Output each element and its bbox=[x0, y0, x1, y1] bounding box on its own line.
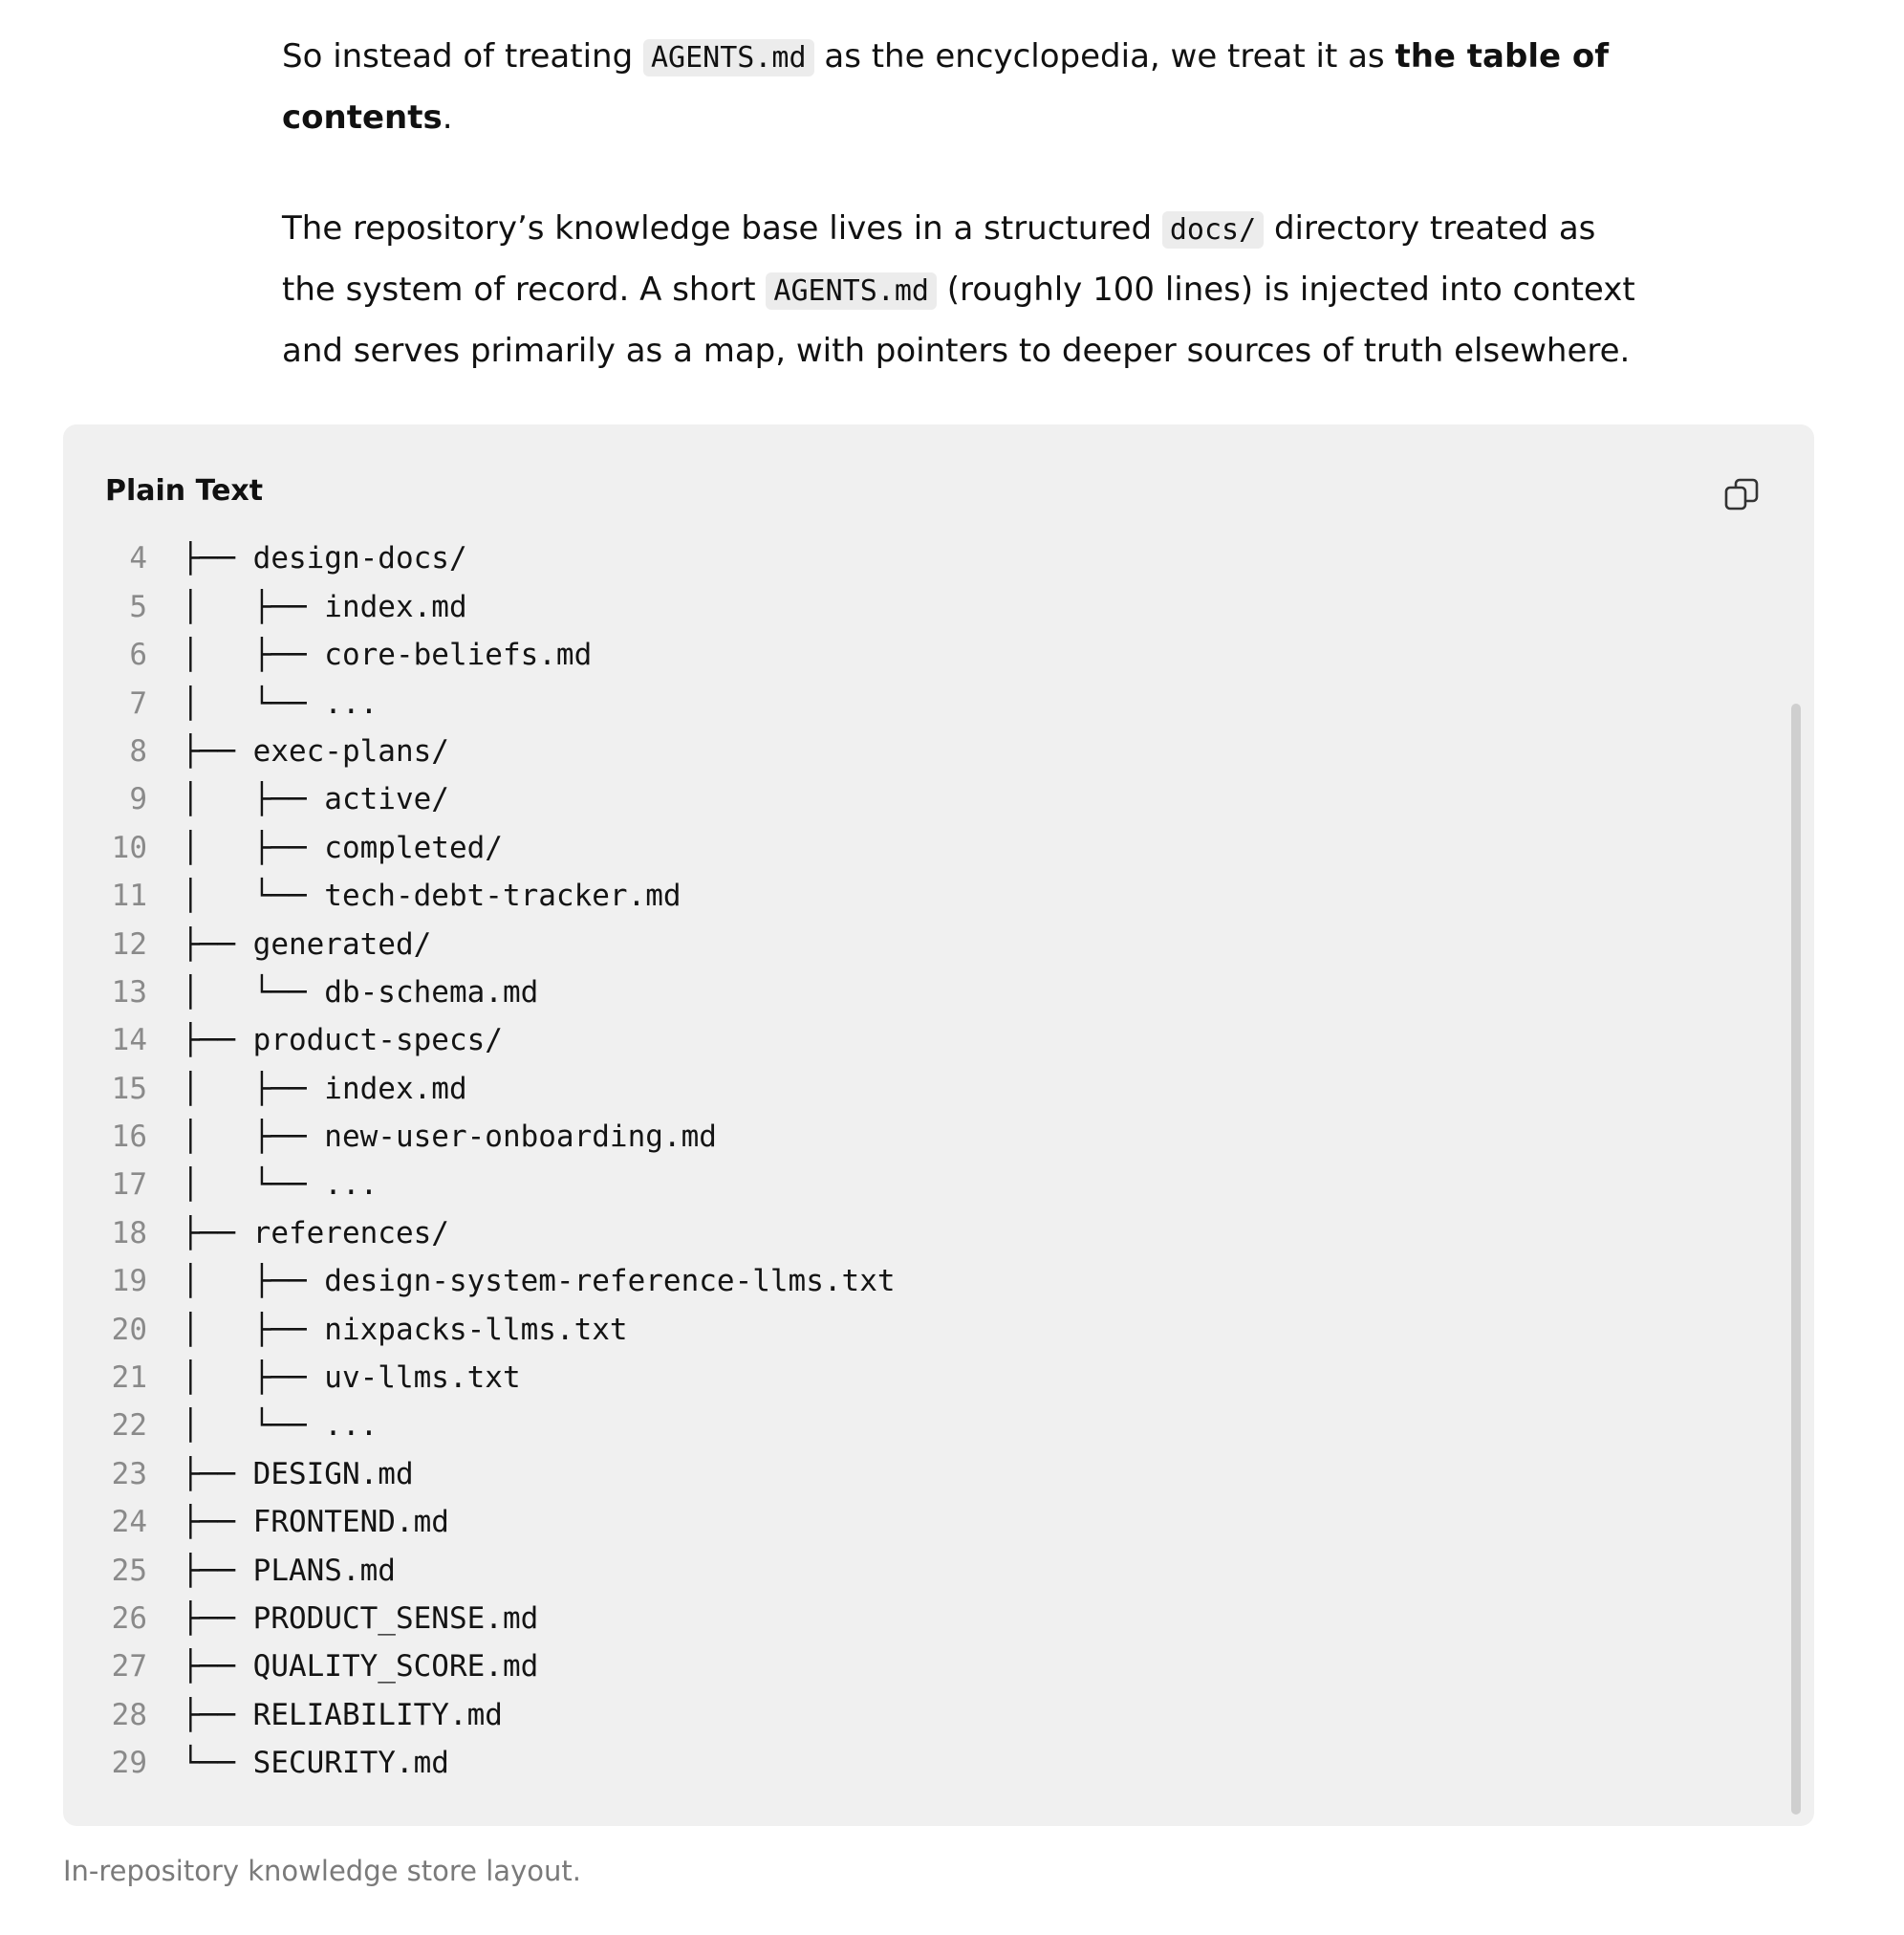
line-number: 23 bbox=[111, 1456, 147, 1491]
line-number: 27 bbox=[111, 1649, 147, 1685]
code-line bbox=[63, 631, 896, 679]
figure-caption: In-repository knowledge store layout. bbox=[63, 1855, 581, 1887]
line-number: 10 bbox=[111, 830, 147, 865]
paragraph-text: The repository’s knowledge base lives in a structured bbox=[282, 209, 1162, 248]
line-number: 24 bbox=[111, 1505, 147, 1540]
line-number: 13 bbox=[111, 974, 147, 1010]
line-number: 11 bbox=[111, 879, 147, 914]
line-text: ├── PLANS.md bbox=[182, 1553, 396, 1588]
line-text: │ ├── completed/ bbox=[182, 830, 503, 865]
line-text: │ ├── uv-llms.txt bbox=[182, 1360, 521, 1396]
code-line bbox=[63, 824, 896, 872]
line-number: 17 bbox=[111, 1167, 147, 1203]
bold-phrase: the table of contents bbox=[282, 37, 1610, 137]
code-line bbox=[63, 728, 896, 775]
code-line bbox=[63, 1739, 896, 1787]
code-line bbox=[63, 583, 896, 631]
line-text: │ ├── index.md bbox=[182, 589, 467, 624]
line-text: ├── RELIABILITY.md bbox=[182, 1697, 503, 1732]
line-text: ├── product-specs/ bbox=[182, 1023, 503, 1058]
line-number: 20 bbox=[111, 1312, 147, 1347]
line-number: 26 bbox=[111, 1600, 147, 1636]
code-line bbox=[63, 968, 896, 1016]
line-text: ├── references/ bbox=[182, 1215, 449, 1250]
code-line bbox=[63, 1306, 896, 1354]
inline-code-docs: docs/ bbox=[1162, 211, 1264, 249]
line-number: 18 bbox=[111, 1215, 147, 1250]
code-scroll-area[interactable] bbox=[63, 541, 1784, 1826]
code-line bbox=[63, 1113, 896, 1161]
copy-button[interactable] bbox=[1722, 474, 1764, 516]
line-text: └── SECURITY.md bbox=[182, 1746, 449, 1781]
code-line bbox=[63, 1498, 896, 1546]
line-number: 29 bbox=[111, 1746, 147, 1781]
code-line bbox=[63, 775, 896, 823]
line-text: │ ├── index.md bbox=[182, 1071, 467, 1106]
code-line bbox=[63, 1642, 896, 1690]
line-number: 7 bbox=[129, 685, 147, 721]
line-number: 21 bbox=[111, 1360, 147, 1396]
paragraph-knowledge-base bbox=[282, 199, 1639, 380]
line-text: ├── QUALITY_SCORE.md bbox=[182, 1649, 539, 1685]
line-number: 15 bbox=[111, 1071, 147, 1106]
line-text: │ ├── new-user-onboarding.md bbox=[182, 1120, 717, 1155]
line-text: │ ├── active/ bbox=[182, 782, 449, 817]
line-text: │ └── ... bbox=[182, 1167, 379, 1203]
paragraph-text: . bbox=[442, 98, 453, 137]
inline-code-agents: AGENTS.md bbox=[766, 272, 937, 310]
code-line bbox=[63, 921, 896, 968]
inline-code-agents: AGENTS.md bbox=[643, 39, 814, 76]
line-text: ├── DESIGN.md bbox=[182, 1456, 414, 1491]
paragraph-text: (roughly 100 lines) is injected into context and serves primarily as a map, with pointers to deeper sources of truth elsewhere. bbox=[282, 271, 1635, 370]
paragraph-text: So instead of treating bbox=[282, 37, 643, 76]
paragraph-toc bbox=[282, 27, 1639, 147]
line-number: 5 bbox=[129, 589, 147, 624]
code-line bbox=[63, 1016, 896, 1064]
line-number: 6 bbox=[129, 638, 147, 673]
line-number: 14 bbox=[111, 1023, 147, 1058]
line-number: 28 bbox=[111, 1697, 147, 1732]
code-line bbox=[63, 1209, 896, 1257]
code-line bbox=[63, 1257, 896, 1305]
code-line bbox=[63, 1402, 896, 1449]
code-line bbox=[63, 1354, 896, 1402]
line-number: 22 bbox=[111, 1408, 147, 1444]
line-text: │ ├── core-beliefs.md bbox=[182, 638, 593, 673]
code-line bbox=[63, 1450, 896, 1498]
paragraph-text: directory treated as the system of record. A short bbox=[282, 209, 1596, 309]
code-line bbox=[63, 1595, 896, 1642]
code-line bbox=[63, 872, 896, 920]
code-line bbox=[63, 541, 896, 583]
line-text: │ ├── nixpacks-llms.txt bbox=[182, 1312, 628, 1347]
code-lines bbox=[63, 541, 896, 1788]
paragraph-text: as the encyclopedia, we treat it as bbox=[813, 37, 1396, 76]
line-number: 8 bbox=[129, 733, 147, 769]
line-text: │ └── tech-debt-tracker.md bbox=[182, 879, 682, 914]
line-text: ├── FRONTEND.md bbox=[182, 1505, 449, 1540]
scrollbar-thumb[interactable] bbox=[1791, 704, 1801, 1815]
line-number: 4 bbox=[129, 541, 147, 576]
code-line bbox=[63, 1547, 896, 1595]
code-line bbox=[63, 1065, 896, 1113]
line-number: 9 bbox=[129, 782, 147, 817]
line-text: ├── exec-plans/ bbox=[182, 733, 449, 769]
line-text: ├── design-docs/ bbox=[182, 541, 467, 576]
line-text: │ ├── design-system-reference-llms.txt bbox=[182, 1264, 896, 1299]
line-text: │ └── db-schema.md bbox=[182, 974, 539, 1010]
line-number: 12 bbox=[111, 926, 147, 962]
code-block bbox=[63, 424, 1814, 1826]
line-text: │ └── ... bbox=[182, 1408, 379, 1444]
code-line bbox=[63, 1691, 896, 1739]
line-text: │ └── ... bbox=[182, 685, 379, 721]
code-language-label: Plain Text bbox=[105, 474, 264, 508]
copy-icon bbox=[1722, 474, 1764, 516]
line-number: 16 bbox=[111, 1120, 147, 1155]
article-body bbox=[282, 27, 1639, 380]
line-text: ├── generated/ bbox=[182, 926, 432, 962]
line-text: ├── PRODUCT_SENSE.md bbox=[182, 1600, 539, 1636]
vertical-scrollbar[interactable] bbox=[1791, 704, 1801, 1815]
code-line bbox=[63, 680, 896, 728]
line-number: 19 bbox=[111, 1264, 147, 1299]
line-number: 25 bbox=[111, 1553, 147, 1588]
code-line bbox=[63, 1161, 896, 1208]
